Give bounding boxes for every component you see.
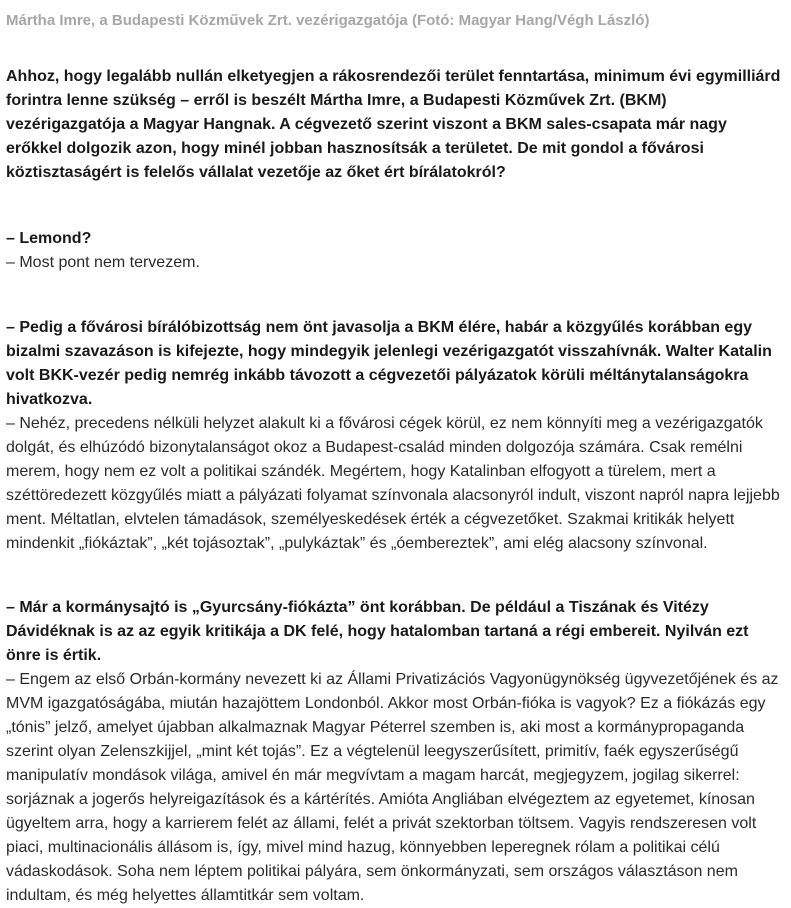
interview-question: – Pedig a fővárosi bírálóbizottság nem önt javasolja a BKM élére, habár a közgyűlés korábban egy bizalmi szavazáson is kifejezte, hogy mindegyik jelenlegi vezérigazgatót visszahívnák. Walter Katalin volt BKK-vezér pedig nemrég inkább távozott a cégvezetői pályázatok körüli méltánytalanságokra hivatkozva. <box>6 319 772 408</box>
qa-block-3 <box>6 596 783 908</box>
qa-block-2 <box>6 316 783 556</box>
interview-answer: – Most pont nem tervezem. <box>6 254 200 271</box>
interview-answer: – Nehéz, precedens nélküli helyzet alakult ki a fővárosi cégek körül, ez nem könnyíti meg a vezérigazgatók dolgát, és elhúzódó bizonytalanságot okoz a Budapest-család minden dolgozója számára. Csak remélni merem, hogy nem ez volt a politikai szándék. Megértem, hogy Katalinban elfogyott a türelem, mert a széttöredezett közgyűlés miatt a pályázati folyamat színvonala alacsonyról indult, viszont napról napra lejjebb ment. Méltatlan, elvtelen támadások, személyeskedések érték a cégvezetőket. Szakmai kritikák helyett mindenkit „fiókáztak”, „két tojásoztak”, „pulykáztak” és „óembereztek”, ami elég alacsony színvonal. <box>6 415 780 552</box>
qa-block-1 <box>6 227 783 275</box>
photo-caption: Mártha Imre, a Budapesti Közművek Zrt. vezérigazgatója (Fotó: Magyar Hang/Végh László) <box>6 12 650 29</box>
interview-question: – Már a kormánysajtó is „Gyurcsány-fiókázta” önt korábban. De például a Tiszának és Vitézy Dávidéknak is az az egyik kritikája a DK felé, hogy hatalomban tartaná a régi embereit. Nyilván ezt önre is értik. <box>6 599 749 664</box>
interview-question: – Lemond? <box>6 230 92 247</box>
article-lead: Ahhoz, hogy legalább nullán elketyegjen a rákosrendezői terület fenntartása, minimum évi egymilliárd forintra lenne szükség – erről is beszélt Mártha Imre, a Budapesti Közművek Zrt. (BKM) vezérigazgatója a Magyar Hangnak. A cégvezető szerint viszont a BKM sales-csapata már nagy erőkkel dolgozik azon, hogy minél jobban hasznosítsák a területet. De mit gondol a fővárosi köztisztaságért is felelős vállalat vezetője az őket ért bírálatokról? <box>6 68 781 181</box>
interview-answer: – Engem az első Orbán-kormány nevezett ki az Állami Privatizációs Vagyonügynökség ügyvezetőjének és az MVM igazgatóságába, miután hazajöttem Londonból. Akkor most Orbán-fióka is vagyok? Ez a fiókázás egy „tónis” jelző, amelyet újabban alkalmaznak Magyar Péterrel szemben is, aki most a kormánypropaganda szerint olyan Zelenszkijjel, „mint két tojás”. Ez a végtelenül leegyszerűsített, primitív, faék egyszerűségű manipulatív mondások világa, amivel én már megvívtam a magam harcát, megjegyzem, jogilag sikerrel: sorjáznak a jogerős helyreigazítások és a kártérítés. Amióta Angliában elvégeztem az egyetemet, kínosan ügyeltem arra, hogy a karrierem felét az állami, felét a privát szektorban töltsem. Vagyis rendszeresen volt piaci, multinacionális állásom is, így, mivel mind hazug, könnyebben leperegnek rólam a politikai célú vádaskodások. Soha nem léptem politikai pályára, sem önkormányzati, sem országos választáson nem indultam, és még helyettes államtitkár sem voltam. <box>6 671 779 904</box>
